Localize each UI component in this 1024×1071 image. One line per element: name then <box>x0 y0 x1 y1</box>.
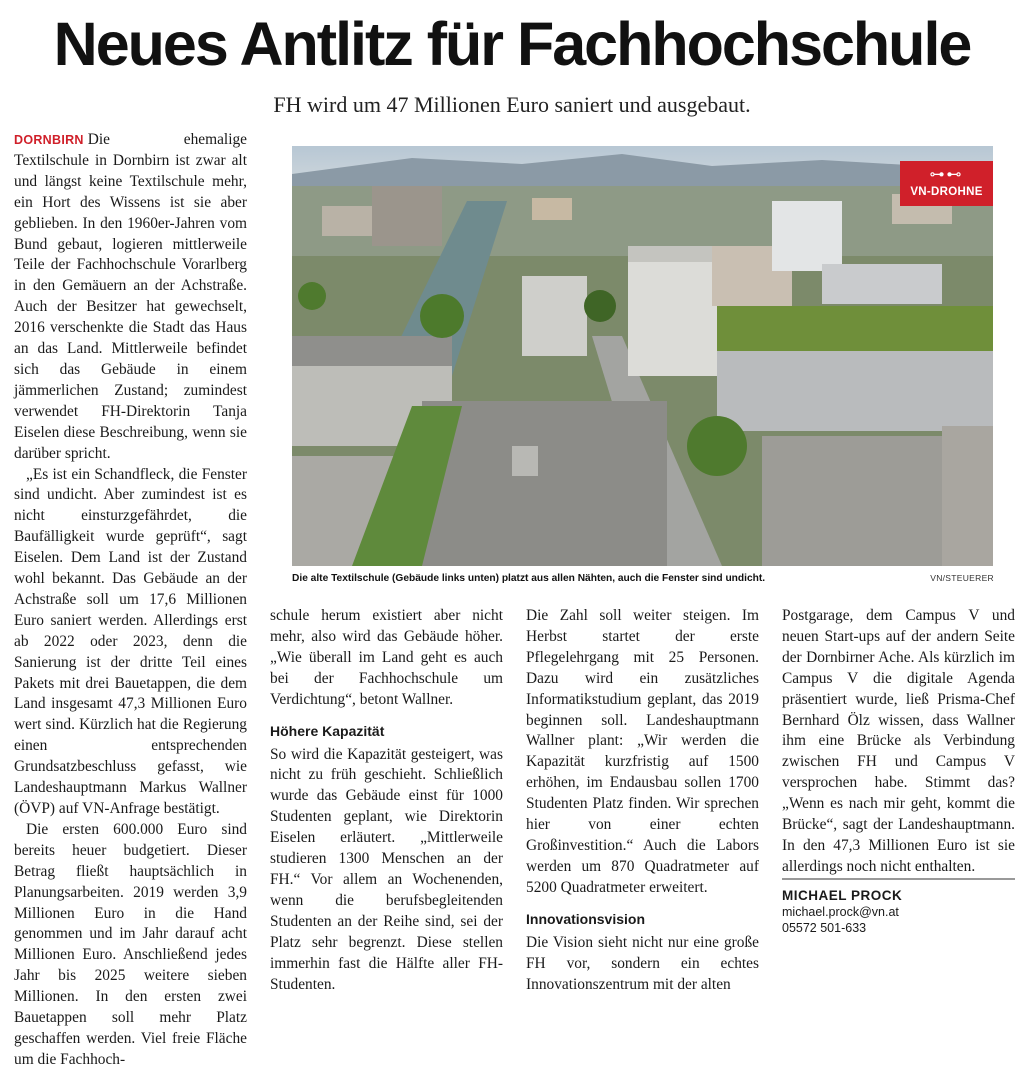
campus-building <box>822 264 942 304</box>
high-rise-roof <box>628 246 718 262</box>
author-name: MICHAEL PROCK <box>782 888 903 903</box>
tree <box>420 294 464 338</box>
section-heading: Innovationsvision <box>526 910 646 927</box>
tower-building <box>372 186 442 246</box>
author-box <box>782 887 1015 936</box>
drone-icon: ⊶⊷ <box>929 166 964 183</box>
article-photo <box>292 146 993 566</box>
paragraph-text: Die ehemalige Textilschule in Dornbirn ist zwar alt und längst keine Textilschule mehr, ein Hort des Wissens ist sie aber geblieben. In den 1960er-Jahren vom Bund gebaut, logieren mittlerweile Teile der Fachhochschule Vorarlberg in den Gemäuern an der Achstraße. Auch der Besitzer hat gewechselt, 2016 verschenkte die Stadt das Haus an das Land. Mittlerweile befindet sich das Gebäude in einem jämmerlichen Zustand; zumindest verwendet FH-Direktorin Tanja Eiselen diese Beschreibung, wenn sie darüber spricht. <box>14 131 247 462</box>
paragraph: Die Vision sieht nicht nur eine große FH vor, sondern ein echtes Innovationszentrum mit der alten <box>526 933 759 993</box>
textile-school-main <box>422 401 667 566</box>
green-roof <box>717 306 993 351</box>
paragraph: So wird die Kapazität gesteigert, was nicht zu früh geschieht. Schließlich wurde das Gebäude einst für 1000 Studenten geplant, wie Direktorin Eiselen erläutert. „Mittlerweile studieren 1300 Menschen an der FH.“ Vor allem an Wochenenden, wenn die berufsbegleitenden Studenten an der Reihe sind, sei der Platz sehr begrenzt. Diese stellen immerhin fast die Hälfte aller FH-Studenten. <box>270 745 503 993</box>
badge-label: VN-DROHNE <box>910 186 983 198</box>
paragraph: „Es ist ein Schandfleck, die Fenster sind undicht. Aber zumindest ist es nicht einsturzgefährdet, die Baufälligkeit wurde geprüft“, sagt Eiselen. Dem Land ist der Zustand wohl bekannt. Das Gebäude an der Achstraße soll um 17,6 Millionen Euro saniert werden. Allerdings erst ab 2022 oder 2023, denn die Sanierung ist der dritte Teil eines Pakets mit drei Bauetappen, die dem Land insgesamt 47,3 Millionen Euro wert sind. Kürzlich hat die Regierung einen entsprechenden Grundsatzbeschluss gefasst, wie Landeshauptmann Markus Wallner (ÖVP) auf VN-Anfrage bestätigt. <box>14 465 247 817</box>
photo-credit: VN/STEUERER <box>930 573 994 583</box>
tall-building <box>772 201 842 271</box>
vn-drohne-badge <box>900 161 993 206</box>
building-edge <box>942 426 993 566</box>
high-rise-building <box>628 246 718 376</box>
paragraph: Die Zahl soll weiter steigen. Im Herbst startet der erste Pflegelehrgang mit 25 Personen. Dazu wird ein zusätzliches Informatikstudium geplant, das 2019 beginnen soll. Landeshauptmann Wallner plant: „Wir werden die Kapazität kurzfristig auf 1500 erhöhen, im Endausbau sollen 1700 Studenten Platz finden. Wir sprechen hier von einer echten Großinvestition.“ Auch die Labors werden um 870 Quadratmeter auf 5200 Quadratmeter erweitert. <box>526 607 759 896</box>
author-email: michael.prock@vn.at <box>782 905 899 919</box>
tree <box>687 416 747 476</box>
photo-caption: Die alte Textilschule (Gebäude links unten) platzt aus allen Nähten, auch die Fenster sind undicht. <box>292 573 766 584</box>
column-4 <box>782 606 1015 878</box>
paragraph: Die ersten 600.000 Euro sind bereits heuer budgetiert. Dieser Betrag fließt hauptsächlich in Planungsarbeiten. 2019 werden 3,9 Millionen Euro in die Hand genommen und im Jahr darauf acht Millionen Euro. Anschließend jedes Jahr bis 2025 weitere sieben Millionen. In den ersten zwei Bauetappen soll mehr Platz geschaffen werden. Viel freie Fläche um die Fachhoch- <box>14 820 247 1068</box>
column-2 <box>270 606 503 995</box>
aerial-photo-illustration <box>292 146 993 566</box>
column-1 <box>14 130 247 1071</box>
narrow-building <box>522 276 587 356</box>
author-phone: 05572 501-633 <box>782 921 867 935</box>
paragraph: Postgarage, dem Campus V und neuen Start-ups auf der andern Seite der Dornbirner Ache. Als kürzlich im Campus V die digitale Agenda präsentiert wurde, ließ Prisma-Chef Bernhard Ölz wissen, dass Wallner ihm eine Brücke als Verbindung zwischen FH und Campus V versprochen habe. Stimmt das? „Wenn es nach mir geht, kommt die Brücke“, sagt der Landeshauptmann. In den 47,3 Millionen Euro ist sie allerdings noch nicht enthalten. <box>782 607 1015 875</box>
author-divider <box>782 878 1015 880</box>
column-3 <box>526 606 759 995</box>
building-lower-right <box>762 436 942 566</box>
distant-building <box>532 198 572 220</box>
campus-facade <box>717 351 993 431</box>
subheadline: FH wird um 47 Millionen Euro saniert und ausgebaut. <box>273 92 751 117</box>
tree <box>298 282 326 310</box>
tree <box>584 290 616 322</box>
headline: Neues Antlitz für Fachhochschule <box>53 10 971 78</box>
paragraph <box>14 130 247 465</box>
textile-school-roof <box>292 336 452 366</box>
dateline: DORNBIRN <box>14 133 84 147</box>
paragraph: schule herum existiert aber nicht mehr, also wird das Gebäude höher. „Wie überall im Land geht es auch bei der Fachhochschule um Verdichtung“, betont Wallner. <box>270 607 503 708</box>
section-heading: Höhere Kapazität <box>270 722 385 739</box>
roof-structure <box>512 446 538 476</box>
